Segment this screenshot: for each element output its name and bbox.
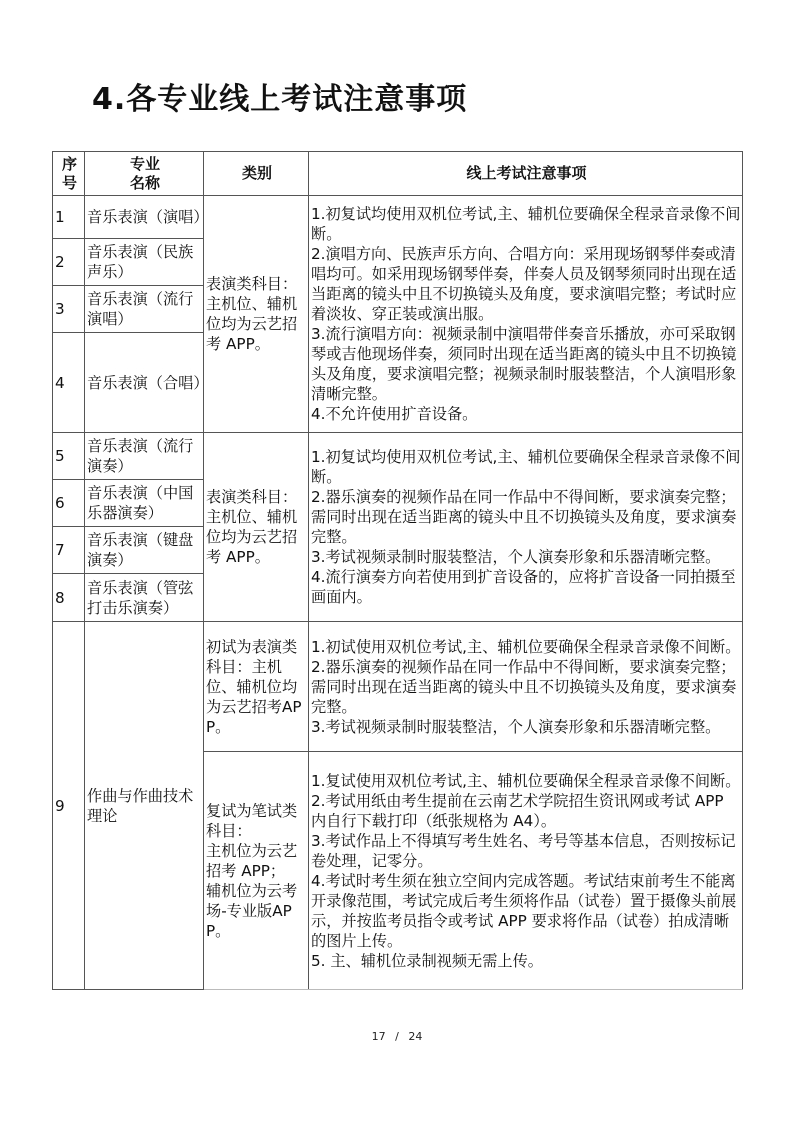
header-major-line2: 名称	[129, 173, 160, 192]
note-item: 1.复试使用双机位考试,主、辅机位要确保全程录音录像不间断。	[311, 771, 741, 790]
row-seq: 9	[53, 622, 85, 990]
table-row	[53, 196, 743, 239]
row-notes	[309, 196, 743, 433]
note-item: 1.初试使用双机位考试,主、辅机位要确保全程录音录像不间断。	[311, 637, 741, 656]
header-category: 类别	[204, 152, 309, 196]
row-seq: 5	[53, 433, 85, 480]
note-item: 4.流行演奏方向若使用到扩音设备的，应将扩音设备一同拍摄至画面内。	[311, 568, 736, 606]
row-major: 音乐表演（演唱）	[85, 196, 204, 239]
row-seq: 8	[53, 574, 85, 622]
header-seq	[53, 152, 85, 196]
table-row	[53, 622, 743, 752]
row-major: 音乐表演（合唱）	[85, 333, 204, 433]
row-seq: 3	[53, 286, 85, 333]
row-major: 音乐表演（流行演唱）	[85, 286, 204, 333]
row-category: 初试为表演类科目：主机位、辅机位均为云艺招考APP。	[204, 622, 309, 752]
header-notes: 线上考试注意事项	[309, 152, 743, 196]
page-current: 17	[371, 1030, 386, 1043]
row-seq: 6	[53, 480, 85, 527]
note-item: 1.初复试均使用双机位考试,主、辅机位要确保全程录音录像不间断。	[311, 448, 741, 486]
category-line: 辅机位为云考场-专业版APP。	[206, 881, 298, 940]
header-seq-line1: 序	[61, 154, 77, 173]
category-line: 主机位为云艺招考 APP；	[206, 841, 298, 880]
row-seq: 4	[53, 333, 85, 433]
table-header-row	[53, 152, 743, 196]
note-item: 4.考试时考生须在独立空间内完成答题。考试结束前考生不能离开录像范围，考试完成后考生须将作品（试卷）置于摄像头前展示，并按监考员指令或考试 APP 要求将作品（试卷）拍成清晰的图片上传。	[311, 871, 737, 950]
note-item: 5. 主、辅机位录制视频无需上传。	[311, 951, 543, 970]
page-title: 4.各专业线上考试注意事项	[92, 82, 468, 117]
row-major: 音乐表演（管弦打击乐演奏）	[85, 574, 204, 622]
note-item: 3.考试视频录制时服装整洁，个人演奏形象和乐器清晰完整。	[311, 717, 721, 736]
note-item: 3.考试作品上不得填写考生姓名、考号等基本信息，否则按标记卷处理，记零分。	[311, 831, 736, 870]
note-item: 3.考试视频录制时服装整洁，个人演奏形象和乐器清晰完整。	[311, 548, 721, 566]
note-item: 2.器乐演奏的视频作品在同一作品中不得间断，要求演奏完整；需同时出现在适当距离的镜头中且不切换镜头及角度，要求演奏完整。	[311, 488, 737, 546]
row-category	[204, 752, 309, 990]
note-item: 2.考试用纸由考生提前在云南艺术学院招生资讯网或考试 APP 内自行下载打印（纸张规格为 A4）。	[311, 791, 724, 830]
row-major: 音乐表演（民族声乐）	[85, 239, 204, 286]
note-item: 2.器乐演奏的视频作品在同一作品中不得间断，要求演奏完整；需同时出现在适当距离的镜头中且不切换镜头及角度，要求演奏完整。	[311, 657, 737, 716]
note-item: 1.初复试均使用双机位考试,主、辅机位要确保全程录音录像不间断。	[311, 205, 741, 243]
page-separator: /	[395, 1030, 399, 1043]
row-category: 表演类科目：主机位、辅机位均为云艺招考 APP。	[204, 433, 309, 622]
row-major: 作曲与作曲技术理论	[85, 622, 204, 990]
page-number	[0, 1030, 794, 1043]
header-major-line1: 专业	[129, 154, 160, 173]
row-seq: 7	[53, 527, 85, 574]
row-major: 音乐表演（键盘演奏）	[85, 527, 204, 574]
row-major: 音乐表演（流行演奏）	[85, 433, 204, 480]
row-category: 表演类科目：主机位、辅机位均为云艺招考 APP。	[204, 196, 309, 433]
header-seq-line2: 号	[61, 173, 77, 192]
row-notes	[309, 752, 743, 990]
note-item: 2.演唱方向、民族声乐方向、合唱方向：采用现场钢琴伴奏或清唱均可。如采用现场钢琴伴奏，伴奏人员及钢琴须同时出现在适当距离的镜头中且不切换镜头及角度，要求演唱完整；考试时应着淡妆、穿正装或演出服。	[311, 245, 737, 323]
row-notes	[309, 433, 743, 622]
row-major: 音乐表演（中国乐器演奏）	[85, 480, 204, 527]
table-row	[53, 433, 743, 480]
exam-notes-table	[52, 151, 743, 990]
row-seq: 1	[53, 196, 85, 239]
row-seq: 2	[53, 239, 85, 286]
row-notes	[309, 622, 743, 752]
header-major	[85, 152, 204, 196]
note-item: 4.不允许使用扩音设备。	[311, 405, 478, 423]
note-item: 3.流行演唱方向：视频录制中演唱带伴奏音乐播放，亦可采取钢琴或吉他现场伴奏，须同时出现在适当距离的镜头中且不切换镜头及角度，要求演唱完整；视频录制时服装整洁，个人演唱形象清晰完整。	[311, 325, 737, 403]
category-line: 复试为笔试类科目：	[206, 801, 298, 840]
page-total: 24	[408, 1030, 423, 1043]
